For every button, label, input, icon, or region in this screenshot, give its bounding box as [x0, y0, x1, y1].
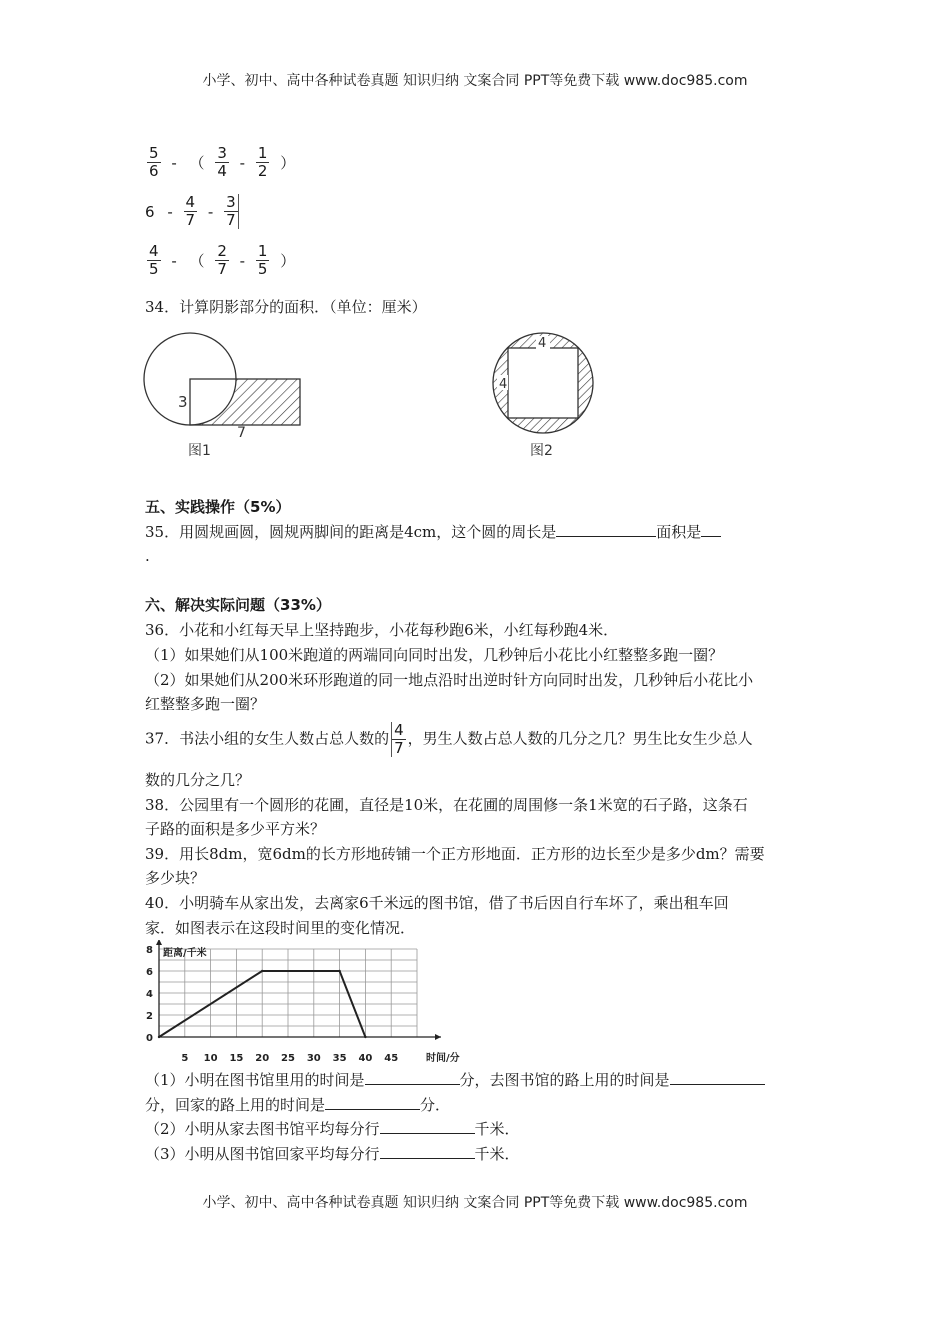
x-tick-label: 35 [332, 1053, 347, 1064]
q37-text: 37．书法小组的女生人数占总人数的 [145, 729, 390, 748]
y-tick-label: 0 [146, 1033, 153, 1044]
data-point [261, 970, 263, 972]
figure-2 [488, 328, 598, 458]
question-40: 40．小明骑车从家出发，去离家6千米远的图书馆，借了书后因自行车坏了，乘出租车回 [145, 894, 729, 912]
x-tick-label: 45 [384, 1053, 399, 1064]
numerator: 4 [185, 193, 196, 211]
denominator: 7 [217, 260, 227, 278]
x-tick-label: 25 [281, 1053, 295, 1064]
question-38-cont: 子路的面积是多少平方米？ [145, 820, 326, 838]
x-tick-label: 40 [358, 1053, 373, 1064]
numerator: 1 [257, 144, 268, 162]
y-tick-label: 4 [146, 989, 153, 1000]
x-tick-label: 15 [229, 1053, 244, 1064]
y-tick-label: 8 [146, 945, 153, 956]
y-tick-label: 6 [146, 967, 153, 978]
numerator: 4 [149, 242, 159, 260]
expression-3 [145, 243, 815, 278]
q40-s3-text: （3）小明从图书馆回家平均每分行 [145, 1145, 380, 1163]
denominator: 5 [149, 260, 159, 278]
answer-blank [670, 1069, 765, 1085]
q40-s1-text: （1）小明在图书馆里用的时间是 [145, 1071, 365, 1089]
q35-text2: 面积是 [656, 523, 702, 541]
question-38: 38．公园里有一个圆形的花圃，直径是10米，在花圃的周围修一条1米宽的石子路，这条石 [145, 796, 748, 814]
q40-s1-text: 分，去图书馆的路上用的时间是 [459, 1071, 670, 1089]
operator: - [207, 202, 214, 221]
numerator: 5 [149, 144, 159, 162]
question-40-sub-2 [145, 1118, 815, 1140]
operator: - [239, 153, 246, 172]
expression-1 [145, 145, 815, 180]
question-36-part-2: （2）如果她们从200米环形跑道的同一地点沿时出逆时针方向同时出发，几秒钟后小花比小 [145, 671, 754, 689]
question-36-part-2-cont: 红整整多跑一圈？ [145, 695, 266, 713]
section-6-title: 六、解决实际问题（33%） [145, 596, 331, 614]
whole-number: 6 [145, 202, 155, 221]
operator: - [171, 251, 177, 270]
denominator: 7 [394, 739, 404, 757]
answer-blank [380, 1143, 475, 1159]
question-36: 36．小花和小红每天早上坚持跑步，小花每秒跑6米，小红每秒跑4米． [145, 621, 619, 639]
data-point [364, 1036, 366, 1038]
fraction [184, 194, 198, 229]
question-37-cont: 数的几分之几？ [145, 771, 251, 789]
y-axis-arrow [156, 940, 162, 945]
fraction [256, 145, 270, 180]
numerator: 4 [394, 721, 404, 739]
denominator: 2 [257, 162, 268, 180]
x-tick-label: 10 [203, 1053, 218, 1064]
dim-width-label: 7 [237, 425, 246, 441]
question-37 [145, 722, 815, 757]
page-header: 小学、初中、高中各种试卷真题 知识归纳 文案合同 PPT等免费下载 www.doc985.com [202, 73, 748, 89]
numerator: 3 [217, 144, 227, 162]
q40-s1-text: 分，回家的路上用的时间是 [145, 1096, 326, 1114]
inner-square [508, 348, 578, 418]
q40-s2-text: 千米． [474, 1120, 520, 1138]
numerator: 2 [217, 242, 227, 260]
dim-height-label: 3 [178, 393, 188, 411]
fraction [224, 194, 239, 229]
y-axis-label: 距离/千米 [163, 948, 207, 959]
data-point [158, 1036, 160, 1038]
question-40-cont: 家．如图表示在这段时间里的变化情况． [145, 919, 416, 937]
x-axis-label: 时间/分 [426, 1053, 460, 1064]
x-axis-arrow [435, 1034, 441, 1040]
denominator: 7 [185, 211, 196, 229]
q37-text: ，男生人数占总人数的几分之几？男生比女生少总人 [407, 729, 753, 748]
fraction [215, 243, 229, 278]
dim-left-label: 4 [499, 377, 508, 392]
paren-close: ） [280, 251, 296, 270]
answer-blank [325, 1094, 420, 1110]
fraction [215, 145, 229, 180]
q35-text: 35．用圆规画圆，圆规两脚间的距离是4cm，这个圆的周长是 [145, 523, 557, 541]
fraction [256, 243, 270, 278]
answer-blank [701, 521, 721, 537]
answer-blank [380, 1118, 475, 1134]
question-40-sub-1 [145, 1069, 815, 1091]
q40-s1-text: 分． [420, 1096, 451, 1114]
answer-blank [556, 521, 656, 537]
denominator: 5 [257, 260, 268, 278]
page-footer: 小学、初中、高中各种试卷真题 知识归纳 文案合同 PPT等免费下载 www.doc985.com [202, 1195, 748, 1211]
question-36-part-1: （1）如果她们从100米跑道的两端同向同时出发，几秒钟后小花比小红整整多跑一圈？ [145, 646, 724, 664]
x-tick-label: 5 [181, 1053, 189, 1064]
operator: - [167, 202, 173, 221]
denominator: 6 [149, 162, 159, 180]
data-point [338, 970, 340, 972]
figure-1 [140, 328, 320, 458]
paren-open: （ [189, 251, 205, 270]
question-35 [145, 521, 815, 543]
figure-1-label: 图1 [188, 443, 211, 458]
denominator: 7 [226, 211, 236, 229]
paren-close: ） [280, 153, 296, 172]
operator: - [171, 153, 177, 172]
x-tick-label: 30 [306, 1053, 321, 1064]
y-tick-label: 2 [146, 1011, 153, 1022]
chart-grid [159, 949, 417, 1037]
denominator: 4 [217, 162, 227, 180]
question-34: 34．计算阴影部分的面积．（单位：厘米） [145, 298, 427, 316]
question-39: 39．用长8dm，宽6dm的长方形地砖铺一个正方形地面．正方形的边长至少是多少dm？需要 [145, 845, 765, 863]
section-5-title: 五、实践操作（5%） [145, 498, 291, 516]
q40-s2-text: （2）小明从家去图书馆平均每分行 [145, 1120, 380, 1138]
fraction [147, 243, 161, 278]
paren-open: （ [189, 153, 205, 172]
question-40-sub-3 [145, 1143, 815, 1165]
numerator: 3 [226, 193, 236, 211]
q40-s3-text: 千米． [474, 1145, 520, 1163]
distance-time-chart [143, 940, 468, 1065]
q35-end: . [145, 547, 150, 565]
dim-top-label: 4 [538, 336, 547, 351]
question-39-cont: 多少块？ [145, 869, 206, 887]
answer-blank [365, 1069, 460, 1085]
fraction [391, 722, 406, 757]
x-tick-label: 20 [255, 1053, 270, 1064]
question-40-sub-1-cont [145, 1094, 815, 1116]
numerator: 1 [257, 242, 268, 260]
operator: - [239, 251, 246, 270]
figure-2-label: 图2 [530, 443, 553, 458]
expression-2 [145, 194, 815, 229]
fraction [147, 145, 161, 180]
